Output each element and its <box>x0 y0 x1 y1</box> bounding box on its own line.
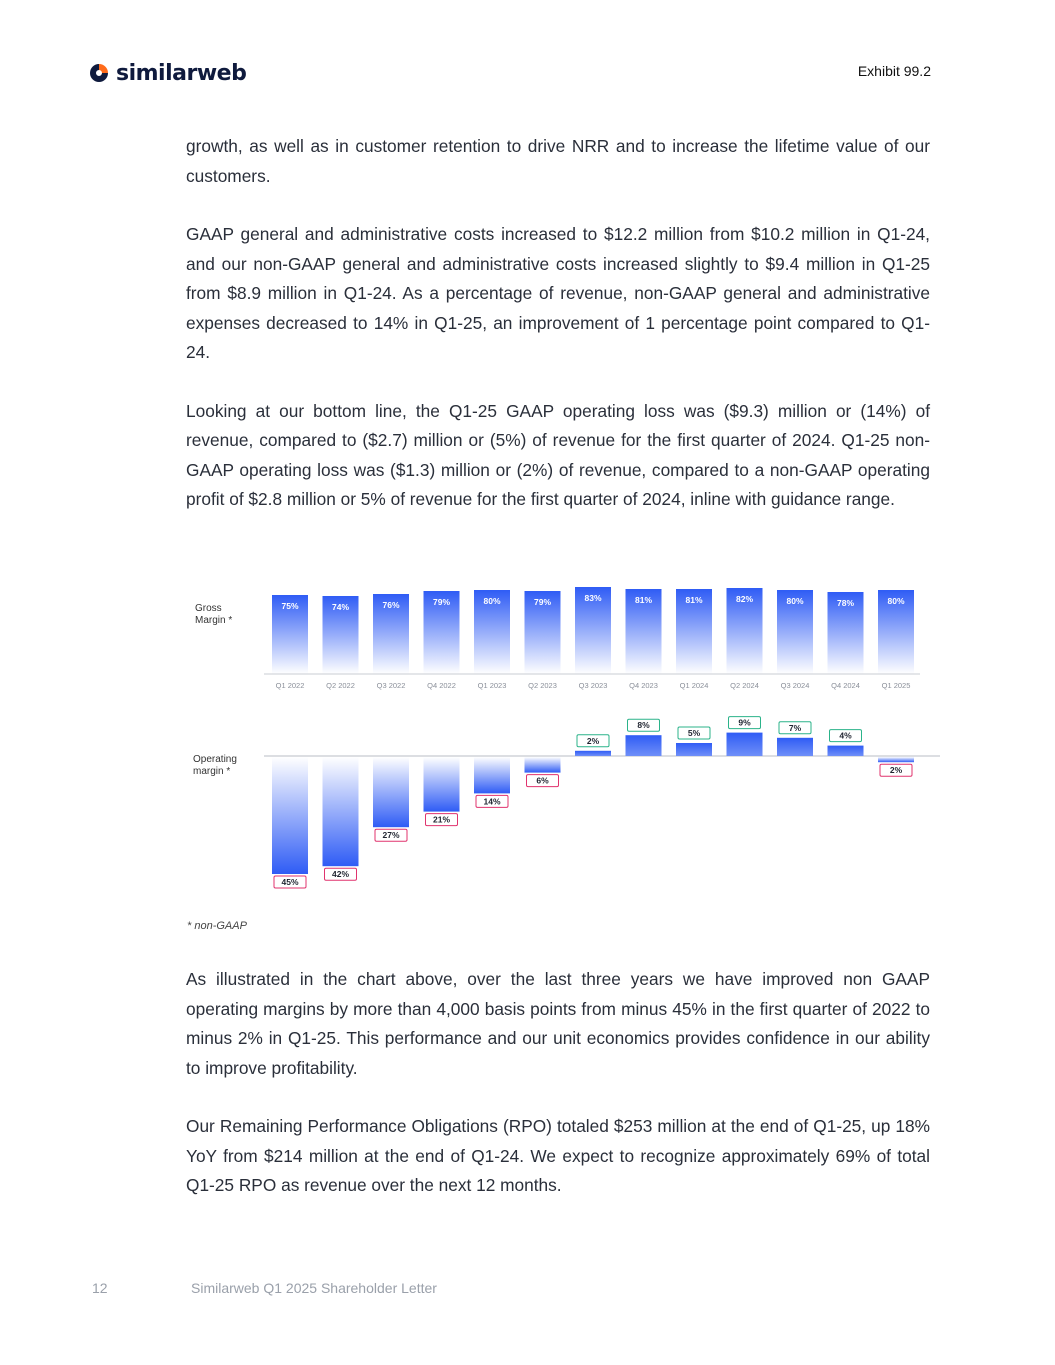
gross-margin-value-label: 83% <box>584 593 602 603</box>
operating-margin-value-label: 8% <box>637 720 650 731</box>
x-tick-label: Q2 2023 <box>528 681 557 690</box>
gross-margin-value-label: 74% <box>331 602 350 612</box>
operating-margin-value-label: 27% <box>382 830 400 841</box>
paragraph: GAAP general and administrative costs increased to $12.2 million from $10.2 million in Q1-24, and our non-GAAP general and administrative costs increased slightly to $9.4 million in Q1-25 from $8.9 million in Q1-24. As a percentage of revenue, non-GAAP general and administrative expenses decreased to 14% in Q1-25, an improvement of 1 percentage point compared to Q1-24. <box>186 224 930 362</box>
gross-margin-value-label: 81% <box>685 595 703 605</box>
operating-margin-bar <box>424 757 460 812</box>
x-tick-label: Q2 2024 <box>730 681 759 690</box>
operating-margin-bar <box>727 733 763 756</box>
operating-margin-label: Operating <box>193 754 237 765</box>
gross-margin-value-label: 80% <box>483 596 501 606</box>
gross-margin-value-label: 79% <box>432 597 451 607</box>
paragraph: Looking at our bottom line, the Q1-25 GAAP operating loss was ($9.3) million or (14%) of revenue, compared to ($2.7) million or (5%) of revenue for the first quarter of 2024. Q1-25 non-GAAP operating loss was ($1.3) million or (2%) of revenue, compared to a non-GAAP operating profit of $2.8 million or 5% of revenue for the first quarter of 2024, inline with guidance range. <box>186 400 930 509</box>
paragraph: growth, as well as in customer retention to drive NRR and to increase the lifetime value of our customers. <box>186 136 930 186</box>
operating-margin-bar <box>676 743 712 756</box>
operating-margin-bar <box>575 751 611 756</box>
gross-margin-value-label: 80% <box>887 596 905 606</box>
x-tick-label: Q4 2024 <box>831 681 860 690</box>
operating-margin-bar <box>474 757 510 793</box>
operating-margin-value-label: 2% <box>586 735 600 746</box>
gross-margin-label-line2: Margin * <box>195 615 233 626</box>
x-tick-label: Q4 2023 <box>629 681 658 690</box>
operating-margin-bar <box>828 746 864 756</box>
gross-margin-value-label: 80% <box>786 596 804 606</box>
body-text-top <box>186 132 930 544</box>
paragraph: As illustrated in the chart above, over the last three years we have improved non GAAP operating margins by more than 4,000 basis points from minus 45% in the first quarter of 2022 to minus 2% in Q1-25. This performance and our unit economics provides confidence in our ability to improve profitability. <box>186 969 930 1078</box>
gross-margin-value-label: 82% <box>735 594 754 604</box>
x-tick-label: Q2 2022 <box>326 681 355 690</box>
x-tick-label: Q1 2022 <box>275 681 305 690</box>
x-tick-label: Q1 2024 <box>679 681 709 690</box>
exhibit-label: Exhibit 99.2 <box>857 63 931 79</box>
operating-margin-bar <box>272 757 308 874</box>
operating-margin-value-label: 9% <box>738 717 751 728</box>
x-tick-label: Q3 2024 <box>780 681 810 690</box>
operating-margin-bar <box>373 757 409 827</box>
chart-footnote: * non-GAAP <box>187 920 247 932</box>
operating-margin-value-label: 4% <box>839 730 852 741</box>
margin-chart <box>180 580 940 940</box>
operating-margin-value-label: 2% <box>889 765 903 776</box>
x-tick-label: Q3 2022 <box>376 681 406 690</box>
x-tick-label: Q3 2023 <box>578 681 608 690</box>
x-tick-label: Q1 2023 <box>477 681 507 690</box>
margin-chart-svg <box>180 580 940 920</box>
operating-margin-value-label: 21% <box>432 814 451 825</box>
operating-margin-value-label: 45% <box>281 877 299 887</box>
operating-margin-bar <box>525 757 561 773</box>
operating-margin-value-label: 42% <box>331 869 350 880</box>
page-header <box>0 0 1055 110</box>
logo-text: similarweb <box>116 60 247 86</box>
operating-margin-label-line2: margin * <box>193 766 231 777</box>
gross-margin-value-label: 76% <box>382 600 400 610</box>
similarweb-logo <box>88 58 246 88</box>
operating-margin-value-label: 14% <box>483 796 501 807</box>
paragraph: Our Remaining Performance Obligations (RPO) totaled $253 million at the end of Q1-25, up 18% YoY from $214 million at the end of Q1-24. We expect to recognize approximately 69% of total Q1-25 RPO as revenue over the next 12 months. <box>186 1116 930 1195</box>
footer-title: Similarweb Q1 2025 Shareholder Letter <box>191 1280 437 1296</box>
operating-margin-value-label: 5% <box>687 728 701 738</box>
page-number: 12 <box>92 1280 108 1296</box>
operating-margin-value-label: 6% <box>536 775 549 786</box>
x-tick-label: Q4 2022 <box>427 681 456 690</box>
similarweb-logo-icon <box>88 62 110 84</box>
operating-margin-bar <box>878 757 914 762</box>
operating-margin-bar <box>323 757 359 866</box>
gross-margin-label: Gross <box>195 603 222 614</box>
operating-margin-bar <box>777 738 813 756</box>
gross-margin-value-label: 75% <box>281 601 299 611</box>
operating-margin-value-label: 7% <box>788 722 802 733</box>
gross-margin-value-label: 81% <box>634 595 653 605</box>
operating-margin-bar <box>626 735 662 756</box>
gross-margin-value-label: 78% <box>836 598 855 608</box>
x-tick-label: Q1 2025 <box>881 681 911 690</box>
body-text-bottom <box>186 965 930 1230</box>
gross-margin-value-label: 79% <box>533 597 552 607</box>
